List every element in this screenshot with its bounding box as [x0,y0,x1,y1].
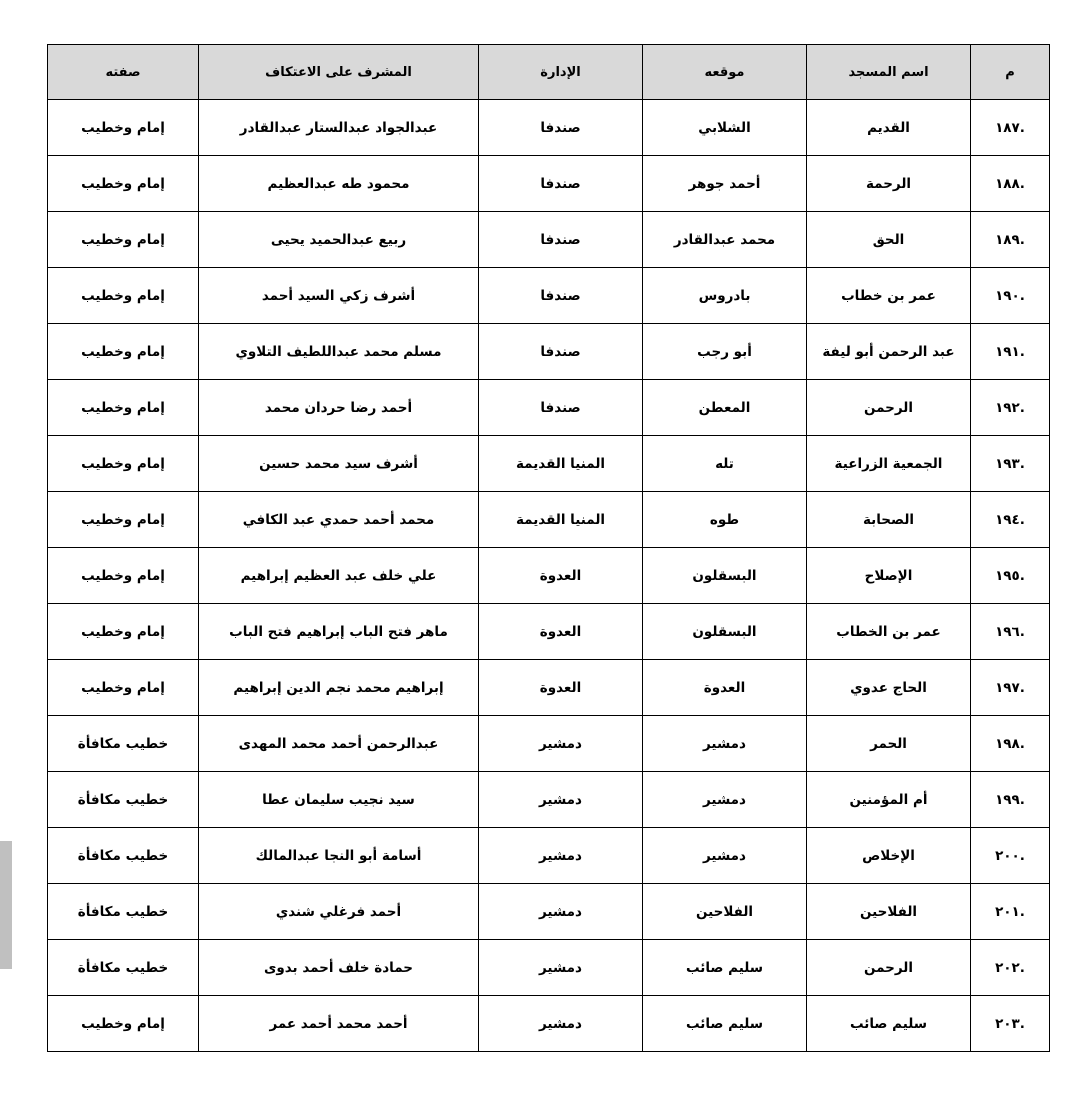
cell-administration: صندفا [479,212,643,268]
cell-administration: العدوة [479,660,643,716]
cell-mosque-name: الإخلاص [807,828,971,884]
cell-mosque-name: الرحمن [807,940,971,996]
cell-role: إمام وخطيب [48,548,199,604]
cell-location: أبو رجب [643,324,807,380]
table-row [48,212,1050,268]
table-row [48,268,1050,324]
cell-role: إمام وخطيب [48,324,199,380]
cell-mosque-name: الرحمن [807,380,971,436]
header-role: صفته [48,45,199,100]
cell-num: .١٩٥ [971,548,1050,604]
cell-mosque-name: الحاج عدوي [807,660,971,716]
cell-num: .٢٠٠ [971,828,1050,884]
cell-location: محمد عبدالقادر [643,212,807,268]
cell-supervisor: أحمد فرغلي شندي [199,884,479,940]
cell-administration: العدوة [479,548,643,604]
cell-location: سليم صائب [643,996,807,1052]
table-body [48,100,1050,1052]
cell-supervisor: علي خلف عبد العظيم إبراهيم [199,548,479,604]
cell-num: .٢٠٢ [971,940,1050,996]
cell-supervisor: محمد أحمد حمدي عبد الكافي [199,492,479,548]
table-row [48,324,1050,380]
table-row [48,884,1050,940]
cell-location: دمشير [643,716,807,772]
cell-num: .١٩٠ [971,268,1050,324]
cell-administration: صندفا [479,380,643,436]
cell-supervisor: أشرف سيد محمد حسين [199,436,479,492]
cell-location: البسقلون [643,548,807,604]
cell-role: إمام وخطيب [48,268,199,324]
cell-supervisor: مسلم محمد عبداللطيف التلاوي [199,324,479,380]
header-row [48,45,1050,100]
table-row [48,436,1050,492]
header-location: موقعه [643,45,807,100]
cell-location: الفلاحين [643,884,807,940]
table-row [48,828,1050,884]
cell-location: سليم صائب [643,940,807,996]
cell-role: إمام وخطيب [48,492,199,548]
cell-mosque-name: الجمعية الزراعية [807,436,971,492]
cell-num: .١٩٩ [971,772,1050,828]
mosques-table [47,44,1050,1052]
header-num: م [971,45,1050,100]
cell-mosque-name: عمر بن خطاب [807,268,971,324]
cell-location: دمشير [643,828,807,884]
table-row [48,660,1050,716]
table-row [48,492,1050,548]
cell-supervisor: أحمد محمد أحمد عمر [199,996,479,1052]
cell-supervisor: حمادة خلف أحمد بدوى [199,940,479,996]
cell-administration: دمشير [479,884,643,940]
cell-num: .١٩٢ [971,380,1050,436]
header-mosque: اسم المسجد [807,45,971,100]
cell-role: خطيب مكافأة [48,772,199,828]
cell-supervisor: ربيع عبدالحميد يحيى [199,212,479,268]
cell-administration: دمشير [479,828,643,884]
cell-administration: صندفا [479,324,643,380]
cell-supervisor: أحمد رضا حردان محمد [199,380,479,436]
table-header [48,45,1050,100]
cell-num: .١٩٤ [971,492,1050,548]
cell-num: .١٩٣ [971,436,1050,492]
table-row [48,996,1050,1052]
cell-mosque-name: الحق [807,212,971,268]
cell-role: خطيب مكافأة [48,884,199,940]
header-administration: الإدارة [479,45,643,100]
cell-mosque-name: القديم [807,100,971,156]
cell-role: إمام وخطيب [48,436,199,492]
cell-location: الشلابي [643,100,807,156]
cell-location: تله [643,436,807,492]
cell-administration: دمشير [479,940,643,996]
cell-mosque-name: الفلاحين [807,884,971,940]
cell-num: .١٩٦ [971,604,1050,660]
cell-supervisor: إبراهيم محمد نجم الدين إبراهيم [199,660,479,716]
cell-supervisor: أسامة أبو النجا عبدالمالك [199,828,479,884]
cell-num: .١٨٩ [971,212,1050,268]
cell-supervisor: سيد نجيب سليمان عطا [199,772,479,828]
cell-num: .١٩٨ [971,716,1050,772]
cell-location: بادروس [643,268,807,324]
cell-supervisor: محمود طه عبدالعظيم [199,156,479,212]
cell-administration: المنيا القديمة [479,492,643,548]
cell-supervisor: ماهر فتح الباب إبراهيم فتح الباب [199,604,479,660]
cell-mosque-name: الحمر [807,716,971,772]
cell-role: خطيب مكافأة [48,716,199,772]
cell-role: إمام وخطيب [48,996,199,1052]
cell-administration: دمشير [479,772,643,828]
cell-role: خطيب مكافأة [48,940,199,996]
cell-mosque-name: الصحابة [807,492,971,548]
table-row [48,604,1050,660]
cell-mosque-name: الرحمة [807,156,971,212]
cell-location: أحمد جوهر [643,156,807,212]
cell-mosque-name: سليم صائب [807,996,971,1052]
cell-role: خطيب مكافأة [48,828,199,884]
cell-num: .٢٠٣ [971,996,1050,1052]
cell-num: .٢٠١ [971,884,1050,940]
cell-num: .١٨٨ [971,156,1050,212]
cell-mosque-name: عبد الرحمن أبو ليفة [807,324,971,380]
cell-role: إمام وخطيب [48,156,199,212]
cell-mosque-name: أم المؤمنين [807,772,971,828]
cell-num: .١٨٧ [971,100,1050,156]
cell-administration: صندفا [479,156,643,212]
table-row [48,380,1050,436]
table-row [48,548,1050,604]
cell-mosque-name: الإصلاح [807,548,971,604]
cell-role: إمام وخطيب [48,100,199,156]
table-row [48,716,1050,772]
cell-location: البسقلون [643,604,807,660]
cell-role: إمام وخطيب [48,660,199,716]
cell-role: إمام وخطيب [48,380,199,436]
table-row [48,100,1050,156]
cell-supervisor: عبدالرحمن أحمد محمد المهدى [199,716,479,772]
cell-num: .١٩١ [971,324,1050,380]
cell-administration: صندفا [479,268,643,324]
cell-administration: صندفا [479,100,643,156]
cell-role: إمام وخطيب [48,212,199,268]
cell-location: دمشير [643,772,807,828]
table-row [48,156,1050,212]
cell-location: طوه [643,492,807,548]
cell-administration: دمشير [479,716,643,772]
cell-role: إمام وخطيب [48,604,199,660]
table-row [48,940,1050,996]
cell-administration: العدوة [479,604,643,660]
cell-supervisor: عبدالجواد عبدالستار عبدالقادر [199,100,479,156]
cell-num: .١٩٧ [971,660,1050,716]
cell-location: العدوة [643,660,807,716]
header-supervisor: المشرف على الاعتكاف [199,45,479,100]
cell-mosque-name: عمر بن الخطاب [807,604,971,660]
table-row [48,772,1050,828]
cell-administration: المنيا القديمة [479,436,643,492]
page-edge-mark [0,841,12,969]
cell-location: المعطن [643,380,807,436]
cell-supervisor: أشرف زكي السيد أحمد [199,268,479,324]
cell-administration: دمشير [479,996,643,1052]
